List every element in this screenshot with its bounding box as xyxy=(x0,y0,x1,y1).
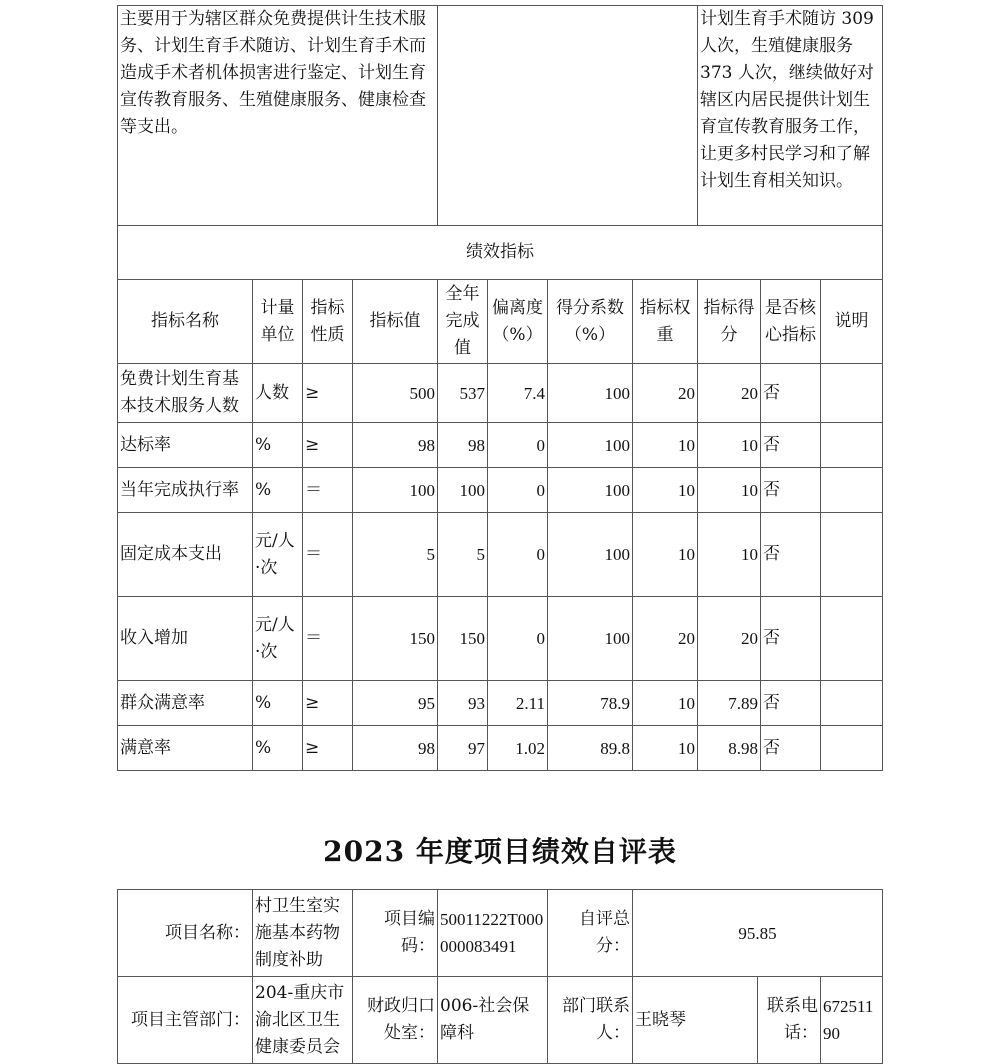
finance-value: 006-社会保障科 xyxy=(438,977,548,1064)
table-row xyxy=(118,726,883,771)
table-row xyxy=(118,681,883,726)
finance-label: 财政归口处室： xyxy=(353,977,438,1064)
score: 10 xyxy=(698,513,761,597)
dept-value: 204-重庆市渝北区卫生健康委员会 xyxy=(253,977,353,1064)
unit: 元/人·次 xyxy=(253,513,303,597)
score-coefficient: 100 xyxy=(548,468,633,513)
table-row xyxy=(118,597,883,681)
unit: % xyxy=(253,468,303,513)
indicator-name: 固定成本支出 xyxy=(118,513,253,597)
target-value: 95 xyxy=(353,681,438,726)
deviation: 7.4 xyxy=(488,364,548,423)
table-row xyxy=(118,364,883,423)
score: 8.98 xyxy=(698,726,761,771)
nature: ≥ xyxy=(303,681,353,726)
description-right: 计划生育手术随访 309 人次，生殖健康服务 373 人次，继续做好对辖区内居民提供计划生育宣传教育服务工作，让更多村民学习和了解计划生育相关知识。 xyxy=(698,6,883,226)
core-flag: 否 xyxy=(761,364,821,423)
weight: 10 xyxy=(633,681,698,726)
nature: ≥ xyxy=(303,364,353,423)
contact-value: 王晓琴 xyxy=(633,977,758,1064)
note xyxy=(821,681,883,726)
actual-value: 100 xyxy=(438,468,488,513)
actual-value: 98 xyxy=(438,423,488,468)
phone-value: 67251190 xyxy=(821,977,883,1064)
weight: 10 xyxy=(633,468,698,513)
deviation: 0 xyxy=(488,423,548,468)
note xyxy=(821,423,883,468)
project-code-value: 50011222T000000083491 xyxy=(438,890,548,977)
core-flag: 否 xyxy=(761,468,821,513)
target-value: 98 xyxy=(353,726,438,771)
score: 20 xyxy=(698,597,761,681)
note xyxy=(821,513,883,597)
target-value: 100 xyxy=(353,468,438,513)
target-value: 98 xyxy=(353,423,438,468)
unit: 人数 xyxy=(253,364,303,423)
unit: % xyxy=(253,423,303,468)
target-value: 500 xyxy=(353,364,438,423)
column-header: 是否核心指标 xyxy=(761,280,821,364)
core-flag: 否 xyxy=(761,726,821,771)
score-coefficient: 89.8 xyxy=(548,726,633,771)
table-row xyxy=(118,468,883,513)
self-score-value: 95.85 xyxy=(633,890,883,977)
weight: 10 xyxy=(633,513,698,597)
score: 7.89 xyxy=(698,681,761,726)
column-header: 指标名称 xyxy=(118,280,253,364)
column-header: 说明 xyxy=(821,280,883,364)
score-coefficient: 100 xyxy=(548,364,633,423)
unit: % xyxy=(253,726,303,771)
performance-indicator-table xyxy=(117,5,883,771)
column-header: 指标权重 xyxy=(633,280,698,364)
indicator-name: 免费计划生育基本技术服务人数 xyxy=(118,364,253,423)
target-value: 150 xyxy=(353,597,438,681)
score-coefficient: 100 xyxy=(548,597,633,681)
deviation: 0 xyxy=(488,513,548,597)
contact-label: 部门联系人： xyxy=(548,977,633,1064)
weight: 10 xyxy=(633,726,698,771)
core-flag: 否 xyxy=(761,423,821,468)
column-header: 全年完成值 xyxy=(438,280,488,364)
core-flag: 否 xyxy=(761,513,821,597)
project-name-value: 村卫生室实施基本药物制度补助 xyxy=(253,890,353,977)
indicator-name: 群众满意率 xyxy=(118,681,253,726)
score: 20 xyxy=(698,364,761,423)
actual-value: 150 xyxy=(438,597,488,681)
actual-value: 97 xyxy=(438,726,488,771)
weight: 20 xyxy=(633,364,698,423)
nature: ＝ xyxy=(303,513,353,597)
deviation: 0 xyxy=(488,468,548,513)
score-coefficient: 78.9 xyxy=(548,681,633,726)
score-coefficient: 100 xyxy=(548,423,633,468)
document-title: 2023 年度项目绩效自评表 xyxy=(323,835,677,868)
deviation: 1.02 xyxy=(488,726,548,771)
nature: ＝ xyxy=(303,468,353,513)
weight: 10 xyxy=(633,423,698,468)
column-header: 偏离度（%） xyxy=(488,280,548,364)
self-score-label: 自评总分： xyxy=(548,890,633,977)
column-header: 指标值 xyxy=(353,280,438,364)
actual-value: 5 xyxy=(438,513,488,597)
indicator-name: 当年完成执行率 xyxy=(118,468,253,513)
note xyxy=(821,364,883,423)
project-info-table xyxy=(117,889,883,1064)
note xyxy=(821,726,883,771)
column-header: 得分系数（%） xyxy=(548,280,633,364)
core-flag: 否 xyxy=(761,681,821,726)
project-code-label: 项目编码： xyxy=(353,890,438,977)
actual-value: 93 xyxy=(438,681,488,726)
indicator-name: 达标率 xyxy=(118,423,253,468)
unit: 元/人·次 xyxy=(253,597,303,681)
column-header: 指标性质 xyxy=(303,280,353,364)
phone-label: 联系电话： xyxy=(758,977,821,1064)
deviation: 0 xyxy=(488,597,548,681)
indicator-name: 满意率 xyxy=(118,726,253,771)
score: 10 xyxy=(698,423,761,468)
unit: % xyxy=(253,681,303,726)
project-name-label: 项目名称： xyxy=(118,890,253,977)
indicator-name: 收入增加 xyxy=(118,597,253,681)
nature: ≥ xyxy=(303,726,353,771)
actual-value: 537 xyxy=(438,364,488,423)
core-flag: 否 xyxy=(761,597,821,681)
table-row xyxy=(118,513,883,597)
deviation: 2.11 xyxy=(488,681,548,726)
dept-label: 项目主管部门： xyxy=(118,977,253,1064)
column-header: 计量单位 xyxy=(253,280,303,364)
section-title: 绩效指标 xyxy=(118,226,883,280)
note xyxy=(821,597,883,681)
table-row xyxy=(118,423,883,468)
note xyxy=(821,468,883,513)
target-value: 5 xyxy=(353,513,438,597)
nature: ＝ xyxy=(303,597,353,681)
weight: 20 xyxy=(633,597,698,681)
score-coefficient: 100 xyxy=(548,513,633,597)
nature: ≥ xyxy=(303,423,353,468)
score: 10 xyxy=(698,468,761,513)
description-middle xyxy=(438,6,698,226)
column-header: 指标得分 xyxy=(698,280,761,364)
description-left: 主要用于为辖区群众免费提供计生技术服务、计划生育手术随访、计划生育手术而造成手术者机体损害进行鉴定、计划生育宣传教育服务、生殖健康服务、健康检查等支出。 xyxy=(118,6,438,226)
